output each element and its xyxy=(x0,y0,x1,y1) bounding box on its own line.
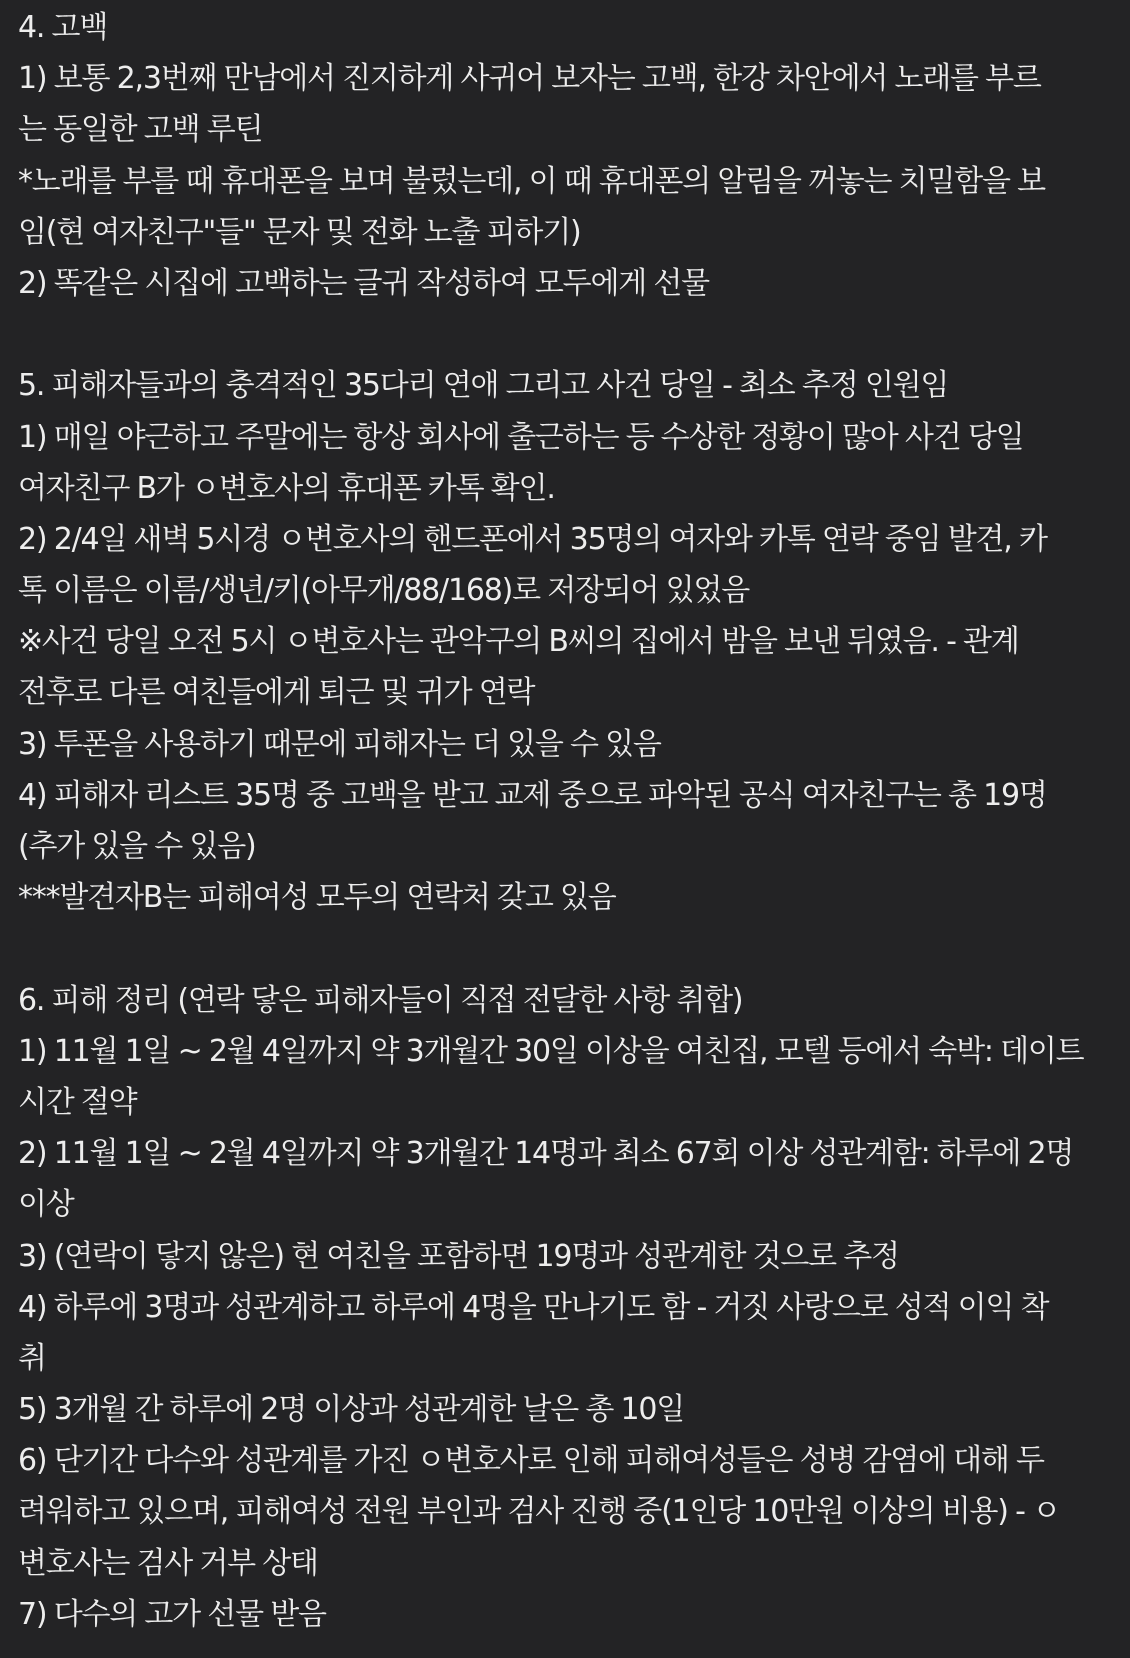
section-4-item-1-cont: 는 동일한 고백 루틴 xyxy=(18,112,263,148)
section-4-item-2: 2) 똑같은 시집에 고백하는 글귀 작성하여 모두에게 선물 xyxy=(18,265,709,301)
section-6-item-1-cont: 시간 절약 xyxy=(18,1084,137,1120)
blank-line xyxy=(18,923,1108,974)
section-5-item-4: 4) 피해자 리스트 35명 중 고백을 받고 교제 중으로 파악된 공식 여자친구는 총 19명 xyxy=(18,777,1047,813)
section-5-item-2-cont: 톡 이름은 이름/생년/키(아무개/88/168)로 저장되어 있었음 xyxy=(18,573,750,609)
document-body xyxy=(18,2,1108,1640)
section-4-item-1: 1) 보통 2,3번째 만남에서 진지하게 사귀어 보자는 고백, 한강 차안에서 노래를 부르 xyxy=(18,61,1041,97)
section-6-heading: 6. 피해 정리 (연락 닿은 피해자들이 직접 전달한 사항 취합) xyxy=(18,982,743,1018)
blank-line xyxy=(18,309,1108,360)
section-6-item-2: 2) 11월 1일 ~ 2월 4일까지 약 3개월간 14명과 최소 67회 이상 성관계함: 하루에 2명 xyxy=(18,1136,1074,1172)
section-4-heading: 4. 고백 xyxy=(18,10,108,45)
section-4-note: *노래를 부를 때 휴대폰을 보며 불렀는데, 이 때 휴대폰의 알림을 꺼놓는 치밀함을 보 xyxy=(18,163,1045,199)
section-6-item-6-cont-2: 변호사는 검사 거부 상태 xyxy=(18,1545,318,1581)
section-5-footnote: ***발견자B는 피해여성 모두의 연락처 갖고 있음 xyxy=(18,880,616,916)
section-6-item-1: 1) 11월 1일 ~ 2월 4일까지 약 3개월간 30일 이상을 여친집, 모텔 등에서 숙박: 데이트 xyxy=(18,1033,1084,1069)
section-4-note-cont: 임(현 여자친구"들" 문자 및 전화 노출 피하기) xyxy=(18,214,581,250)
section-6-item-6-cont: 려워하고 있으며, 피해여성 전원 부인과 검사 진행 중(1인당 10만원 이상의 비용) - ㅇ xyxy=(18,1494,1060,1530)
section-6-item-2-cont: 이상 xyxy=(18,1187,74,1223)
section-5-note-cont: 전후로 다른 여친들에게 퇴근 및 귀가 연락 xyxy=(18,675,535,711)
section-5-item-1: 1) 매일 야근하고 주말에는 항상 회사에 출근하는 등 수상한 정황이 많아 사건 당일 xyxy=(18,419,1024,455)
section-6-item-6: 6) 단기간 다수와 성관계를 가진 ㅇ변호사로 인해 피해여성들은 성병 감염에 대해 두 xyxy=(18,1443,1044,1479)
section-6-item-4: 4) 하루에 3명과 성관계하고 하루에 4명을 만나기도 함 - 거짓 사랑으로 성적 이익 착 xyxy=(18,1289,1049,1325)
section-5-note: ※사건 당일 오전 5시 ㅇ변호사는 관악구의 B씨의 집에서 밤을 보낸 뒤였음. - 관계 xyxy=(18,624,1019,660)
section-5-item-2: 2) 2/4일 새벽 5시경 ㅇ변호사의 핸드폰에서 35명의 여자와 카톡 연락 중임 발견, 카 xyxy=(18,521,1047,557)
section-5-item-4-cont: (추가 있을 수 있음) xyxy=(18,829,256,864)
section-6-item-5: 5) 3개월 간 하루에 2명 이상과 성관계한 날은 총 10일 xyxy=(18,1392,685,1428)
section-6-item-3: 3) (연락이 닿지 않은) 현 여친을 포함하면 19명과 성관계한 것으로 추정 xyxy=(18,1238,899,1274)
section-6-item-7: 7) 다수의 고가 선물 받음 xyxy=(18,1596,326,1632)
section-6-item-4-cont: 취 xyxy=(18,1340,46,1376)
section-5-item-1-cont: 여자친구 B가 ㅇ변호사의 휴대폰 카톡 확인. xyxy=(18,470,555,506)
section-5-item-3: 3) 투폰을 사용하기 때문에 피해자는 더 있을 수 있음 xyxy=(18,726,661,762)
section-5-heading: 5. 피해자들과의 충격적인 35다리 연애 그리고 사건 당일 - 최소 추정 인원임 xyxy=(18,368,949,404)
